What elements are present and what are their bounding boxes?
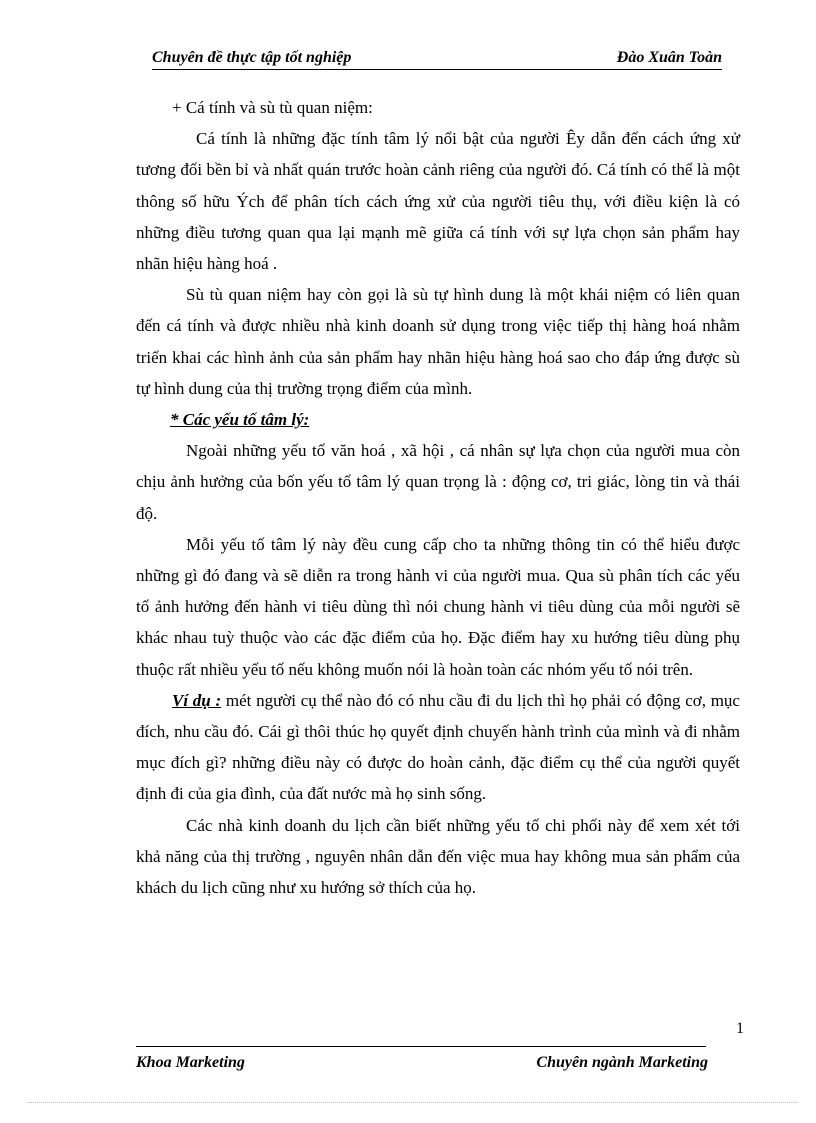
section-title-psychological-factors (136, 404, 740, 435)
paragraph-information: Mỗi yếu tố tâm lý này đều cung cấp cho ta những thông tin có thể hiểu được những gì đó đang và sẽ diễn ra trong hành vi của người mua. Qua sù phân tích các yếu tố ảnh hưởng đến hành vi tiêu dùng thì nói chung hành vi tiêu dùng của mỗi người sẽ khác nhau tuỳ thuộc vào các đặc điểm của họ. Đặc điểm hay xu hướng tiêu dùng phụ thuộc rất nhiều yếu tố nếu không muốn nói là hoàn toàn các nhóm yếu tố nói trên. (136, 534, 740, 679)
footer-faculty: Khoa Marketing (136, 1054, 245, 1071)
paragraph-psychological-factors: Ngoài những yếu tố văn hoá , xã hội , cá nhân sự lựa chọn của người mua còn chịu ảnh hưởng của bốn yếu tố tâm lý quan trọng là : động cơ, tri giác, lòng tin và thái độ. (136, 441, 740, 523)
header-author: Đào Xuân Toàn (616, 49, 722, 66)
page-header (152, 47, 722, 70)
paragraph-personality: Cá tính là những đặc tính tâm lý nổi bật của người Êy dẫn đến cách ứng xử tương đối bền bỉ và nhất quán trước hoàn cảnh riêng của người đó. Cá tính có thể là một thông số hữu Ých để phân tích cách ứng xử của người tiêu thụ, với điều kiện là có những điều tương quan qua lại mạnh mẽ giữa cá tính với sự lựa chọn sản phẩm hay nhãn hiệu hàng hoá . (136, 129, 740, 274)
page-edge-divider (28, 1102, 798, 1103)
page-footer (136, 1054, 708, 1076)
header-title: Chuyên đề thực tập tốt nghiệp (152, 49, 352, 66)
subheading-personality: + Cá tính và sù tù quan niệm: (172, 98, 373, 117)
document-body (136, 92, 740, 903)
page-number: 1 (736, 1020, 744, 1037)
footer-major: Chuyên ngành Marketing (536, 1054, 708, 1071)
paragraph-example (136, 685, 740, 810)
example-text: mét người cụ thể nào đó có nhu cầu đi du lịch thì họ phải có động cơ, mục đích, nhu cầu đó. Cái gì thôi thúc họ quyết định chuyến hành trình của mình và đi nhằm mục đích gì? những điều này có được do hoàn cảnh, đặc điểm cụ thể của người quyết định đi của gia đình, của đất nước mà họ sinh sống. (136, 690, 740, 804)
paragraph-tourism-business: Các nhà kinh doanh du lịch cần biết những yếu tố chi phối này để xem xét tới khả năng của thị trường , nguyên nhân dẫn đến việc mua hay không mua sản phẩm của khách du lịch cũng như xu hướng sở thích của họ. (136, 815, 740, 898)
paragraph-self-concept: Sù tù quan niệm hay còn gọi là sù tự hình dung là một khái niệm có liên quan đến cá tính và được nhiều nhà kinh doanh sử dụng trong việc tiếp thị hàng hoá nhằm triển khai các hình ảnh của sản phẩm hay nhãn hiệu hàng hoá sao cho đáp ứng được sù tự hình dung của thị trường trọng điểm của mình. (136, 285, 740, 398)
example-label: Ví dụ : (172, 690, 222, 710)
section-title-text: * Các yếu tố tâm lý: (170, 410, 310, 430)
footer-divider (136, 1046, 706, 1047)
